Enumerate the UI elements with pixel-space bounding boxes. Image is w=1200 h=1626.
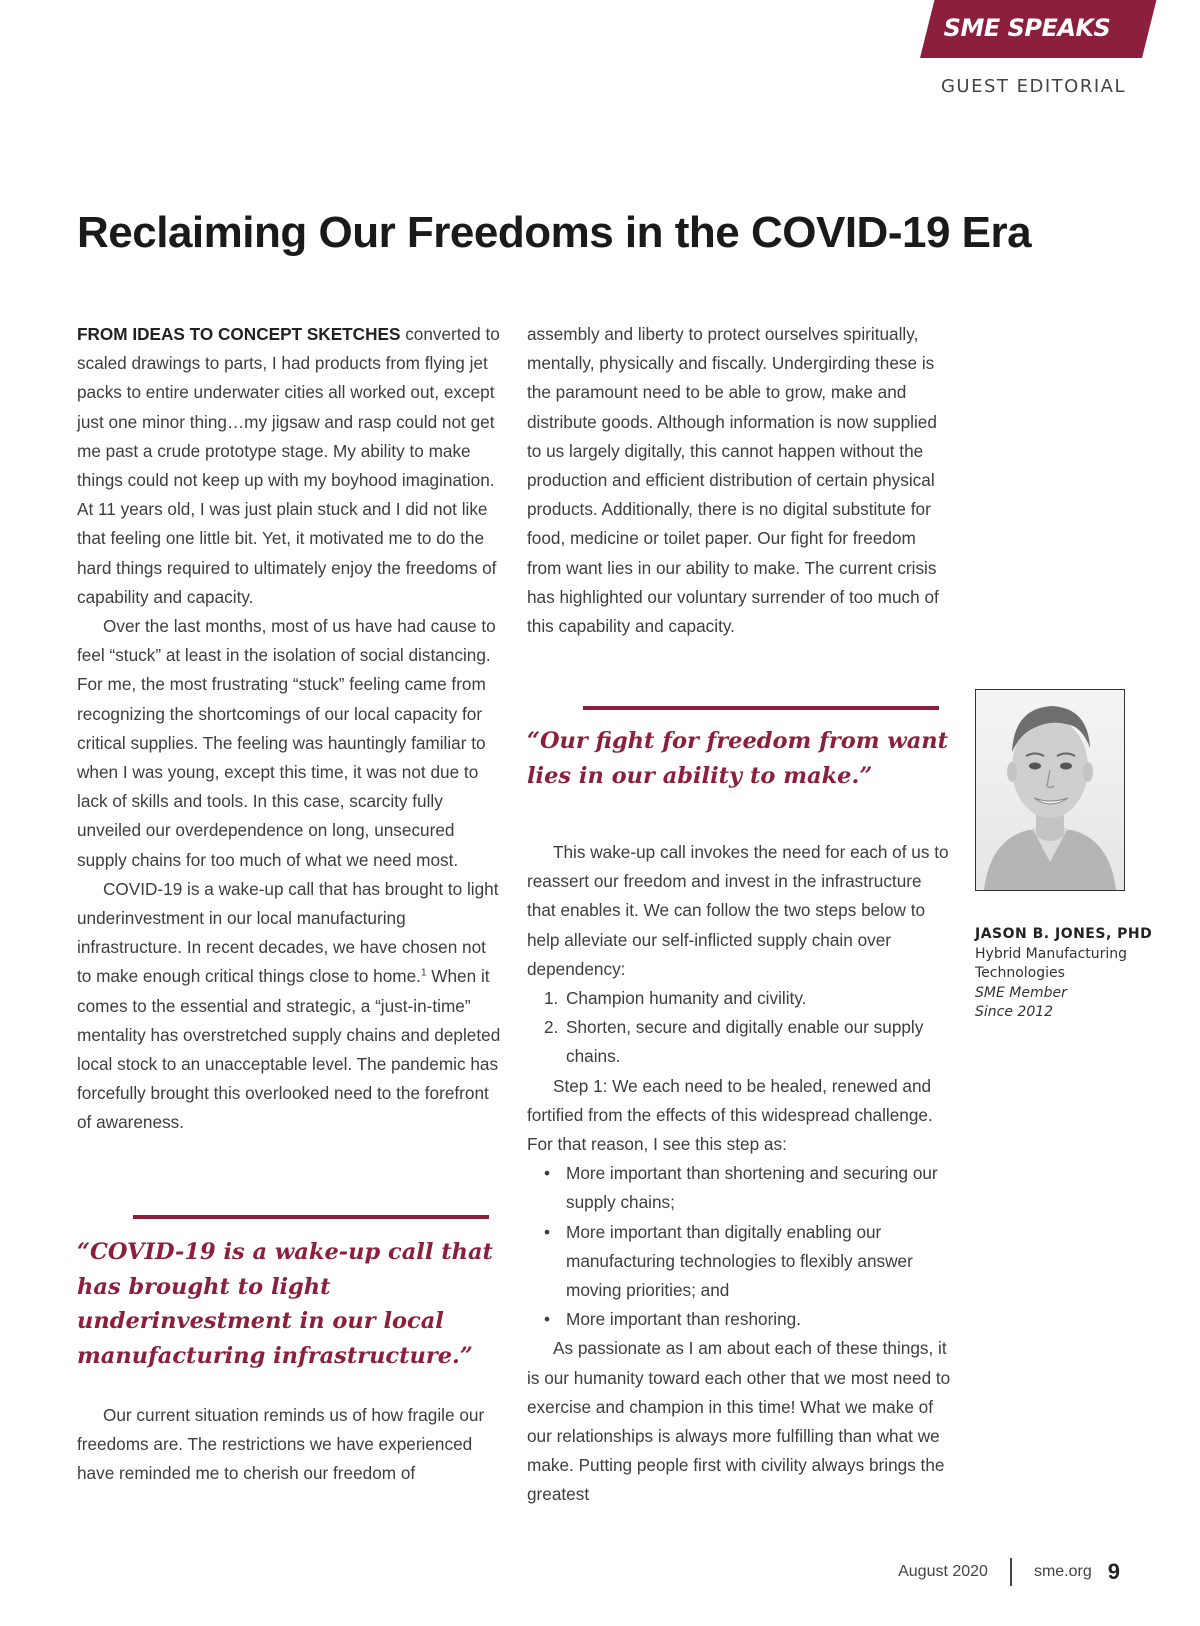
list-item — [527, 1013, 952, 1071]
column-left — [77, 320, 502, 1138]
paragraph: As passionate as I am about each of these things, it is our humanity toward each other that we most need to exercise and champion in this time! What we make of our relationships is always more fulfilling than what we make. Putting people first with civility always brings the greatest — [527, 1338, 951, 1505]
list-item — [527, 1305, 952, 1334]
column-middle — [527, 320, 952, 641]
list-item — [527, 1159, 952, 1217]
portrait-illustration — [976, 690, 1124, 890]
section-badge: SME SPEAKS — [943, 14, 1111, 42]
author-photo — [975, 689, 1125, 891]
article-title: Reclaiming Our Freedoms in the COVID-19 Era — [77, 208, 1032, 257]
list-item-text: More important than shortening and securing our supply chains; — [566, 1163, 938, 1213]
pull-quote-rule — [133, 1215, 489, 1219]
numbered-list — [527, 984, 952, 1072]
paragraph: Step 1: We each need to be healed, renewed and fortified from the effects of this widespread challenge. For that reason, I see this step as: — [527, 1075, 933, 1155]
paragraph: assembly and liberty to protect ourselves spiritually, mentally, physically and fiscally. Undergirding these is the paramount need to be able to grow, make and distribute goods. Although information is now supplied to us largely digitally, this cannot happen without the production and efficient distribution of certain physical products. Additionally, there is no digital substitute for food, medicine or toilet paper. Our fight for freedom from want lies in our ability to make. The current crisis has highlighted our voluntary surrender of too much of this capability and capacity. — [527, 324, 939, 637]
author-name: JASON B. JONES, PHD — [975, 926, 1153, 942]
list-item-text: More important than reshoring. — [566, 1309, 802, 1330]
list-item-text: More important than digitally enabling our manufacturing technologies to flexibly answer moving priorities; and — [566, 1221, 913, 1301]
paragraph-text: COVID-19 is a wake-up call that has brought to light underinvestment in our local manufacturing infrastructure. In recent decades, we have chosen not to make enough critical things close to home. — [77, 878, 499, 987]
bullet-marker: • — [544, 1309, 551, 1330]
paragraph-text: When it comes to the essential and strategic, a “just-in-time” mentality has overstretched supply chains and depleted local stock to an unacceptable level. The pandemic has forcefully brought this overlooked need to the forefront of awareness. — [77, 966, 501, 1133]
bullet-marker: • — [544, 1163, 551, 1184]
author-membership: SME Member — [975, 984, 1067, 1001]
intro-text: converted to scaled drawings to parts, I had products from flying jet packs to entire underwater cities all worked out, except just one minor thing…my jigsaw and rasp could not get me past a crude prototype stage. My ability to make things could not keep up with my boyhood imagination. At 11 years old, I was just plain stuck and I did not like that feeling one little bit. Yet, it motivated me to do the hard things required to ultimately enjoy the freedoms of capability and capacity. — [77, 324, 500, 607]
author-affiliation: Technologies — [975, 965, 1065, 981]
bullet-list — [527, 1159, 952, 1334]
paragraph: Over the last months, most of us have had cause to feel “stuck” at least in the isolation of social distancing. For me, the most frustrating “stuck” feeling came from recognizing the shortcomings of our local capacity for critical supplies. The feeling was hauntingly familiar to when I was young, except this time, it was not due to lack of skills and tools. In this case, scarcity fully unveiled our overdependence on long, unsecured supply chains for too much of what we need most. — [77, 616, 496, 870]
column-middle-continued — [527, 838, 952, 1510]
author-member-since: Since 2012 — [975, 1004, 1054, 1020]
paragraph-intro — [77, 320, 502, 612]
author-info — [975, 925, 1175, 1023]
pull-quote: “COVID-19 is a wake-up call that has brought to light underinvestment in our local manufacturing infrastructure.” — [77, 1239, 493, 1369]
issue-date: August 2020 — [898, 1563, 988, 1580]
footnote-ref: 1 — [420, 967, 427, 979]
column-left-continued — [77, 1401, 502, 1489]
paragraph — [77, 875, 502, 1138]
paragraph: This wake-up call invokes the need for each of us to reassert our freedom and invest in the infrastructure that enables it. We can follow the two steps below to help alleviate our self-inflicted supply chain over dependency: — [527, 842, 949, 979]
pull-quote-rule — [583, 706, 939, 710]
list-item — [527, 984, 952, 1013]
site-link[interactable]: sme.org — [1033, 1563, 1092, 1580]
list-item — [527, 1218, 952, 1306]
section-label: GUEST EDITORIAL — [940, 76, 1126, 97]
footer-divider — [1010, 1558, 1012, 1586]
list-item-text: Champion humanity and civility. — [566, 988, 807, 1009]
page-footer — [898, 1558, 1120, 1586]
list-marker: 1. — [544, 988, 559, 1009]
list-marker: 2. — [544, 1017, 559, 1038]
page-number: 9 — [1107, 1559, 1120, 1584]
author-affiliation: Hybrid Manufacturing — [975, 945, 1128, 962]
lead-in: FROM IDEAS TO CONCEPT SKETCHES — [77, 324, 401, 344]
paragraph: Our current situation reminds us of how fragile our freedoms are. The restrictions we have experienced have reminded me to cherish our freedom of — [77, 1405, 485, 1484]
bullet-marker: • — [544, 1221, 551, 1242]
pull-quote: “Our fight for freedom from want lies in our ability to make.” — [527, 728, 949, 789]
list-item-text: Shorten, secure and digitally enable our supply chains. — [566, 1017, 924, 1067]
